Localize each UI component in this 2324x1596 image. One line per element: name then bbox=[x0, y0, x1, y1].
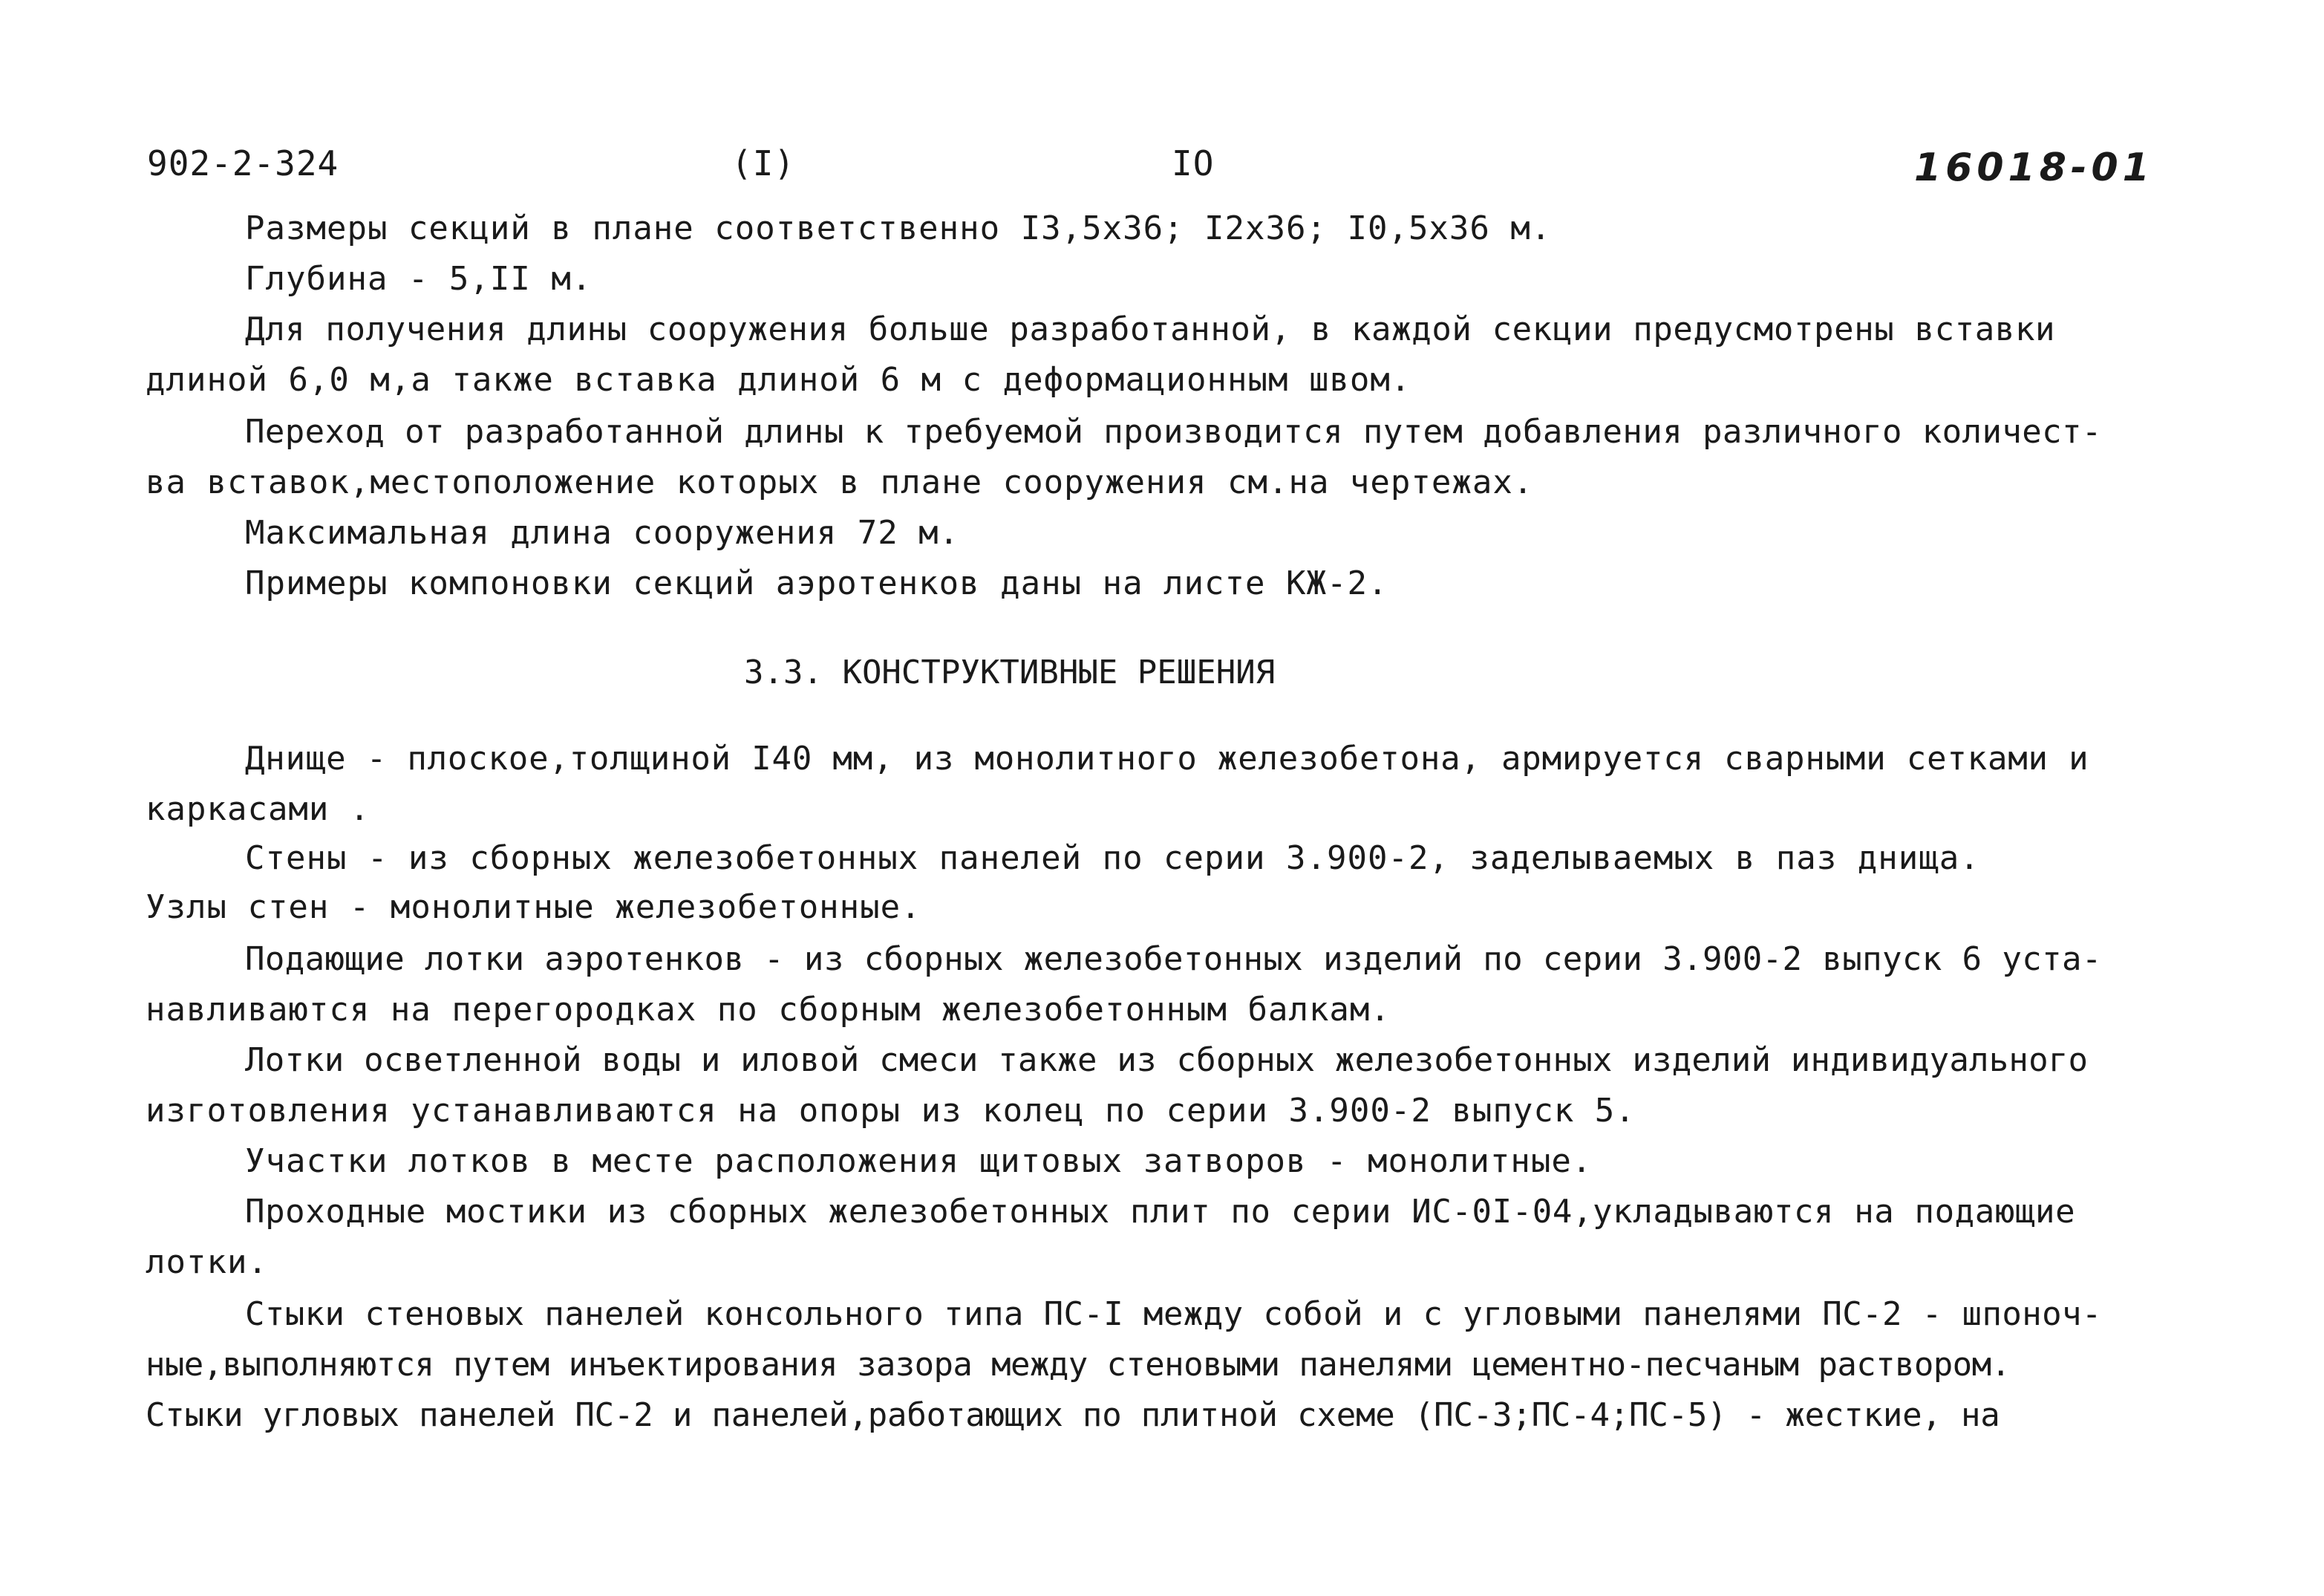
part-number: (I) bbox=[731, 143, 796, 183]
paragraph-line: Для получения длины сооружения больше разработанной, в каждой секции предусмотрены вставки bbox=[245, 310, 2056, 348]
paragraph-line: Глубина - 5,II м. bbox=[245, 260, 593, 298]
paragraph-line: ва вставок,местоположение которых в плане сооружения см.на чертежах. bbox=[146, 463, 1534, 501]
paragraph-line: изготовления устанавливаются на опоры из колец по серии 3.900-2 выпуск 5. bbox=[146, 1092, 1636, 1130]
paragraph-line: Днище - плоское,толщиной I40 мм, из монолитного железобетона, армируется сварными сетками и bbox=[245, 740, 2089, 778]
paragraph-line: Примеры компоновки секций аэротенков даны на листе КЖ-2. bbox=[245, 564, 1388, 602]
paragraph-line: лотки. bbox=[146, 1243, 268, 1281]
paragraph-line: Стыки угловых панелей ПС-2 и панелей,работающих по плитной схеме (ПС-3;ПС-4;ПС-5) - жесткие, на bbox=[146, 1396, 2000, 1434]
paragraph-line: Участки лотков в месте расположения щитовых затворов - монолитные. bbox=[245, 1142, 1593, 1180]
paragraph-line: Узлы стен - монолитные железобетонные. bbox=[146, 888, 921, 926]
paragraph-line: Лотки осветленной воды и иловой смеси также из сборных железобетонных изделий индивидуального bbox=[245, 1041, 2089, 1079]
section-heading: 3.3. КОНСТРУКТИВНЫЕ РЕШЕНИЯ bbox=[744, 654, 1276, 691]
paragraph-line: Подающие лотки аэротенков - из сборных железобетонных изделий по серии 3.900-2 выпуск 6 уста- bbox=[245, 940, 2102, 978]
paragraph-line: Переход от разработанной длины к требуемой производится путем добавления различного количест- bbox=[245, 413, 2102, 451]
page-number: IO bbox=[1172, 143, 1215, 183]
paragraph-line: Стены - из сборных железобетонных панелей по серии 3.900-2, заделываемых в паз днища. bbox=[245, 839, 1980, 877]
paragraph-line: длиной 6,0 м,а также вставка длиной 6 м с деформационным швом. bbox=[146, 361, 1411, 399]
paragraph-line: ные,выполняются путем инъектирования зазора между стеновыми панелями цементно-песчаным раствором. bbox=[146, 1346, 2011, 1384]
paragraph-line: каркасами . bbox=[146, 790, 371, 828]
handwritten-stamp-number: 16018-01 bbox=[1914, 146, 2154, 190]
document-code: 902-2-324 bbox=[147, 143, 339, 183]
paragraph-line: навливаются на перегородках по сборным железобетонным балкам. bbox=[146, 991, 1391, 1029]
paragraph-line: Максимальная длина сооружения 72 м. bbox=[245, 514, 960, 552]
paragraph-line: Размеры секций в плане соответственно I3,5х36; I2х36; I0,5х36 м. bbox=[245, 209, 1552, 247]
paragraph-line: Проходные мостики из сборных железобетонных плит по серии ИС-0I-04,укладываются на подающие bbox=[245, 1193, 2076, 1231]
paragraph-line: Стыки стеновых панелей консольного типа ПС-I между собой и с угловыми панелями ПС-2 - шпоноч- bbox=[245, 1295, 2102, 1333]
